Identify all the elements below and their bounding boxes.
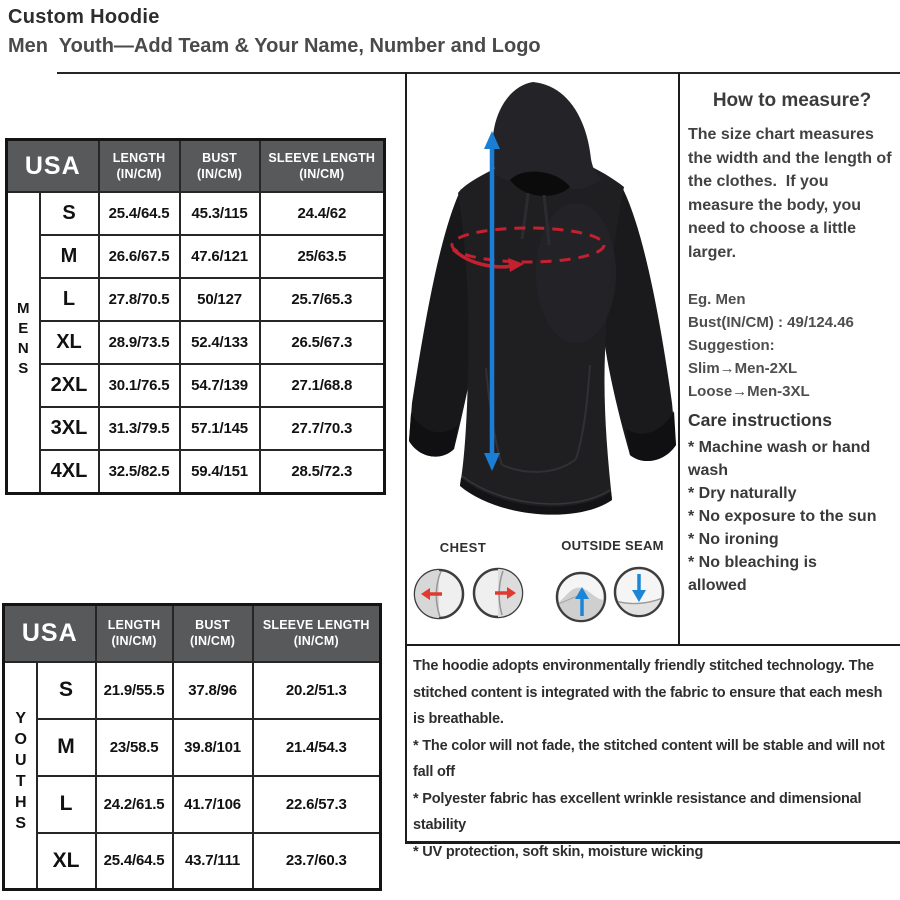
length-value: 21.9/55.5 xyxy=(96,662,173,719)
example-line: Eg. Men xyxy=(688,291,746,308)
sleeve-value: 27.7/70.3 xyxy=(260,407,385,450)
sleeve-header: SLEEVE LENGTH (IN/CM) xyxy=(253,605,381,662)
table-row xyxy=(7,321,385,364)
table-row xyxy=(4,662,381,719)
table-row xyxy=(7,364,385,407)
size-label: M xyxy=(40,235,99,278)
table-row xyxy=(4,833,381,890)
example-line: Suggestion: xyxy=(688,337,775,354)
bust-header: BUST (IN/CM) xyxy=(173,605,253,662)
size-label: L xyxy=(40,278,99,321)
usa-header: USA xyxy=(4,605,96,662)
mens-vertical-label: MENS xyxy=(14,299,32,380)
length-value: 32.5/82.5 xyxy=(99,450,180,493)
size-label: S xyxy=(37,662,96,719)
length-value: 31.3/79.5 xyxy=(99,407,180,450)
size-label: 3XL xyxy=(40,407,99,450)
chest-label: CHEST xyxy=(439,540,487,555)
description-bullet: * The color will not fade, the stitched content will be stable and will not fall off xyxy=(413,737,885,780)
table-row xyxy=(7,450,385,493)
seam-measure-up-icon xyxy=(555,571,607,623)
bust-value: 39.8/101 xyxy=(173,719,253,776)
table-row xyxy=(7,407,385,450)
table-row xyxy=(7,192,385,235)
table-row xyxy=(4,719,381,776)
bust-value: 50/127 xyxy=(180,278,260,321)
description-intro: The hoodie adopts environmentally friendly stitched technology. The stitched content is integrated with the fabric to ensure that each mesh is breathable. xyxy=(413,658,883,727)
care-instructions-list xyxy=(688,436,878,597)
length-value: 25.4/64.5 xyxy=(96,833,173,890)
size-label: M xyxy=(37,719,96,776)
sleeve-value: 28.5/72.3 xyxy=(260,450,385,493)
usa-header: USA xyxy=(7,140,99,193)
sleeve-value: 22.6/57.3 xyxy=(253,776,381,833)
length-value: 26.6/67.5 xyxy=(99,235,180,278)
care-item: * No ironing xyxy=(688,531,779,548)
mens-group-cell xyxy=(7,192,40,493)
panel-divider-right xyxy=(678,72,680,646)
sleeve-value: 27.1/68.8 xyxy=(260,364,385,407)
description-bullet: * UV protection, soft skin, moisture wicking xyxy=(413,843,704,860)
bust-value: 52.4/133 xyxy=(180,321,260,364)
chest-measure-left-icon xyxy=(413,568,465,620)
bust-value: 43.7/111 xyxy=(173,833,253,890)
sleeve-value: 25/63.5 xyxy=(260,235,385,278)
bust-value: 59.4/151 xyxy=(180,450,260,493)
bust-value: 37.8/96 xyxy=(173,662,253,719)
seam-measure-down-icon xyxy=(613,566,665,618)
size-label: L xyxy=(37,776,96,833)
product-description xyxy=(413,653,895,865)
length-value: 30.1/76.5 xyxy=(99,364,180,407)
length-value: 23/58.5 xyxy=(96,719,173,776)
sleeve-value: 23.7/60.3 xyxy=(253,833,381,890)
sleeve-header: SLEEVE LENGTH (IN/CM) xyxy=(260,140,385,193)
length-header: LENGTH (IN/CM) xyxy=(96,605,173,662)
care-item: * No exposure to the sun xyxy=(688,508,877,525)
outside-seam-label: OUTSIDE SEAM xyxy=(561,538,664,553)
example-line: Loose→Men-3XL xyxy=(688,383,810,400)
how-to-measure-intro: The size chart measures the width and the length of the clothes. If you measure the body, you need to choose a little larger. xyxy=(688,126,896,261)
table-row xyxy=(7,278,385,321)
length-value: 28.9/73.5 xyxy=(99,321,180,364)
description-bullet: * Polyester fabric has excellent wrinkle resistance and dimensional stability xyxy=(413,790,862,833)
care-item: * No bleaching is allowed xyxy=(688,554,817,594)
sleeve-value: 24.4/62 xyxy=(260,192,385,235)
bust-value: 54.7/139 xyxy=(180,364,260,407)
chest-measure-right-icon xyxy=(472,567,524,619)
length-value: 27.8/70.5 xyxy=(99,278,180,321)
care-item: * Machine wash or hand wash xyxy=(688,439,871,479)
example-line: Bust(IN/CM) : 49/124.46 xyxy=(688,314,854,331)
example-line: Slim→Men-2XL xyxy=(688,360,798,377)
page-subtitle: Men Youth—Add Team & Your Name, Number and Logo xyxy=(8,35,541,57)
size-label: 2XL xyxy=(40,364,99,407)
bust-value: 57.1/145 xyxy=(180,407,260,450)
sleeve-value: 26.5/67.3 xyxy=(260,321,385,364)
page-title: Custom Hoodie xyxy=(8,6,160,28)
length-header: LENGTH (IN/CM) xyxy=(99,140,180,193)
size-label: S xyxy=(40,192,99,235)
sizing-example xyxy=(688,288,896,403)
youths-group-cell xyxy=(4,662,37,890)
bust-value: 41.7/106 xyxy=(173,776,253,833)
sleeve-value: 20.2/51.3 xyxy=(253,662,381,719)
size-label: 4XL xyxy=(40,450,99,493)
size-label: XL xyxy=(40,321,99,364)
bust-value: 45.3/115 xyxy=(180,192,260,235)
bust-header: BUST (IN/CM) xyxy=(180,140,260,193)
hoodie-measurement-illustration xyxy=(406,73,678,533)
table-header-row xyxy=(7,140,385,193)
youths-size-table xyxy=(2,603,382,891)
sleeve-value: 25.7/65.3 xyxy=(260,278,385,321)
care-instructions-title: Care instructions xyxy=(688,410,832,430)
youths-vertical-label: YOUTHS xyxy=(12,709,30,836)
length-value: 25.4/64.5 xyxy=(99,192,180,235)
size-label: XL xyxy=(37,833,96,890)
bust-value: 47.6/121 xyxy=(180,235,260,278)
table-header-row xyxy=(4,605,381,662)
table-row xyxy=(4,776,381,833)
length-value: 24.2/61.5 xyxy=(96,776,173,833)
table-row xyxy=(7,235,385,278)
sleeve-value: 21.4/54.3 xyxy=(253,719,381,776)
care-item: * Dry naturally xyxy=(688,485,797,502)
how-to-measure-title: How to measure? xyxy=(712,90,872,111)
mens-size-table xyxy=(5,138,386,495)
